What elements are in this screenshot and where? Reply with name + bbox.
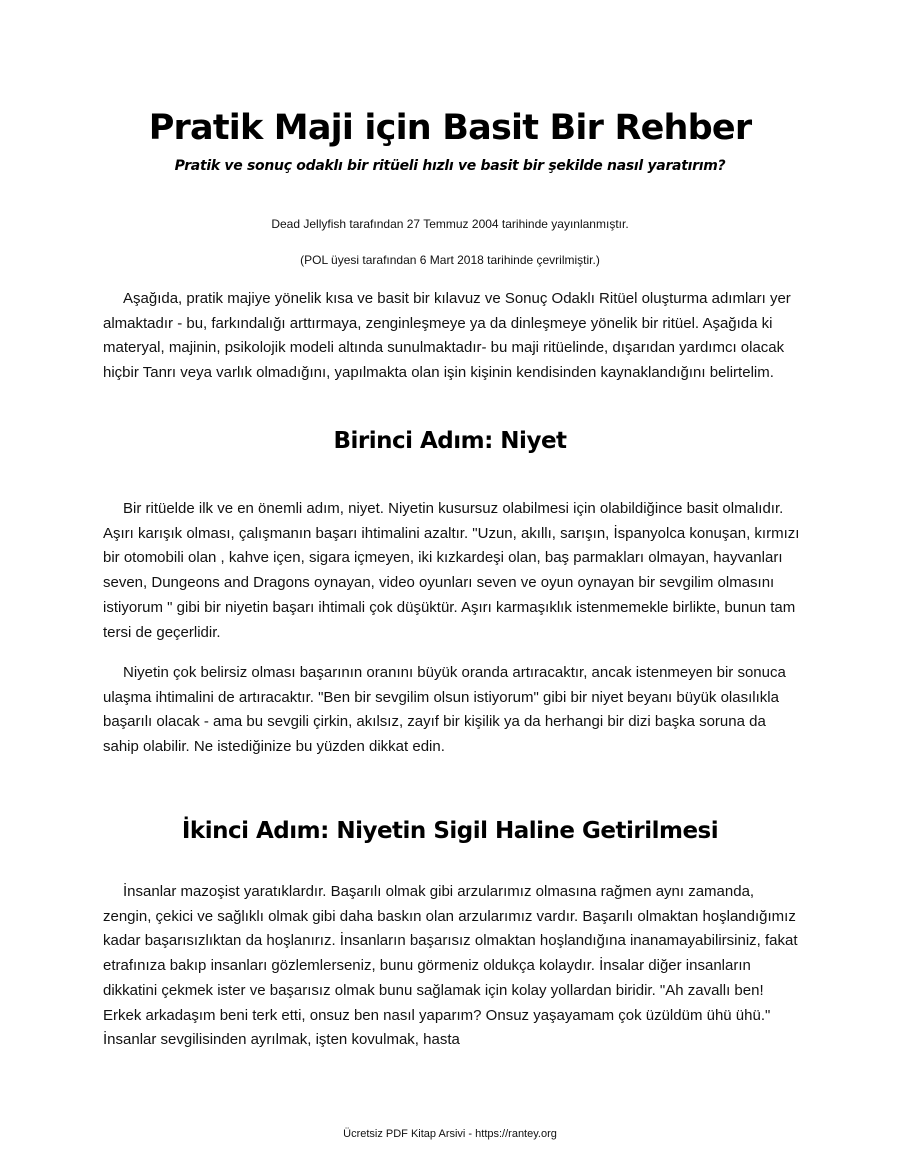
- page-footer: Ücretsiz PDF Kitap Arsivi - https://rantey.org: [343, 1128, 557, 1140]
- body-paragraph: Bir ritüelde ilk ve en önemli adım, niyet. Niyetin kusursuz olabilmesi için olabildiğince basit olmalıdır. Aşırı karışık olması, çalışmanın başarı ihtimalini azaltır. "Uzun, akıllı, sarışın, İspanyolca konuşan, kırmızı bir otomobili olan , kahve içen, sigara içmeyen, iki kızkardeşi olan, baş parmakları olmayan, hayvanları seven, Dungeons and Dragons oynayan, video oyunları seven ve oyun oynayan bir sevgilim olmasını istiyorum " gibi bir niyetin başarı ihtimali çok düşüktür. Aşırı karmaşıklık istenmemekle birlikte, bunun tam tersi de geçerlidir.: [103, 500, 800, 641]
- publication-note: Dead Jellyfish tarafından 27 Temmuz 2004 tarihinde yayınlanmıştır.: [271, 217, 629, 231]
- document-title: Pratik Maji için Basit Bir Rehber: [148, 108, 752, 148]
- document-subtitle: Pratik ve sonuç odaklı bir ritüeli hızlı ve basit bir şekilde nasıl yaratırım?: [174, 158, 726, 174]
- intro-paragraph: Aşağıda, pratik majiye yönelik kısa ve basit bir kılavuz ve Sonuç Odaklı Ritüel oluşturma adımları yer almaktadır - bu, farkındalığı arttırmaya, zenginleşmeye ya da dinleşmeye yönelik bir ritüel. Aşağıda ki materyal, majinin, psikolojik modeli altında sunulmaktadır- bu maji ritüelinde, dışarıdan yardımcı olacak hiçbir Tanrı veya varlık olmadığını, yapılmakta olan işin kişinin kendisinden kaynaklandığını belirtelim.: [103, 290, 791, 382]
- body-paragraph: Niyetin çok belirsiz olması başarının oranını büyük oranda artıracaktır, ancak istenmeyen bir sonuca ulaşma ihtimalini de artıracaktır. "Ben bir sevgilim olsun istiyorum" gibi bir niyet beyanı büyük olasılıkla başarılı olacak - ama bu sevgili çirkin, akılsız, zayıf bir kişilik ya da herhangi bir dizi başka soruna da sahip olabilir. Ne istediğinize bu yüzden dikkat edin.: [103, 664, 786, 756]
- section-heading: İkinci Adım: Niyetin Sigil Haline Getirilmesi: [181, 818, 719, 844]
- section-heading: Birinci Adım: Niyet: [333, 428, 567, 454]
- body-paragraph: İnsanlar mazoşist yaratıklardır. Başarılı olmak gibi arzularımız olmasına rağmen aynı zamanda, zengin, çekici ve sağlıklı olmak gibi daha baskın olan arzularımız vardır. Başarılı olmaktan hoşlandığımız kadar başarısızlıktan da hoşlanırız. İnsanların başarısız olmaktan hoşlandığına inanamayabilirsiniz, fakat etrafınıza bakıp insanları gözlemlerseniz, bunu görmeniz oldukça kolaydır. İnsalar diğer insanların dikkatini çekmek ister ve başarısız olmak bunu sağlamak için kolay yollardan biridir. "Ah zavallı ben! Erkek arkadaşım beni terk etti, onsuz ben nasıl yaparım? Onsuz yaşayamam çok üzüldüm ühü ühü." İnsanlar sevgilisinden ayrılmak, işten kovulmak, hasta: [103, 883, 798, 1049]
- translation-note: (POL üyesi tarafından 6 Mart 2018 tarihinde çevrilmiştir.): [300, 253, 600, 267]
